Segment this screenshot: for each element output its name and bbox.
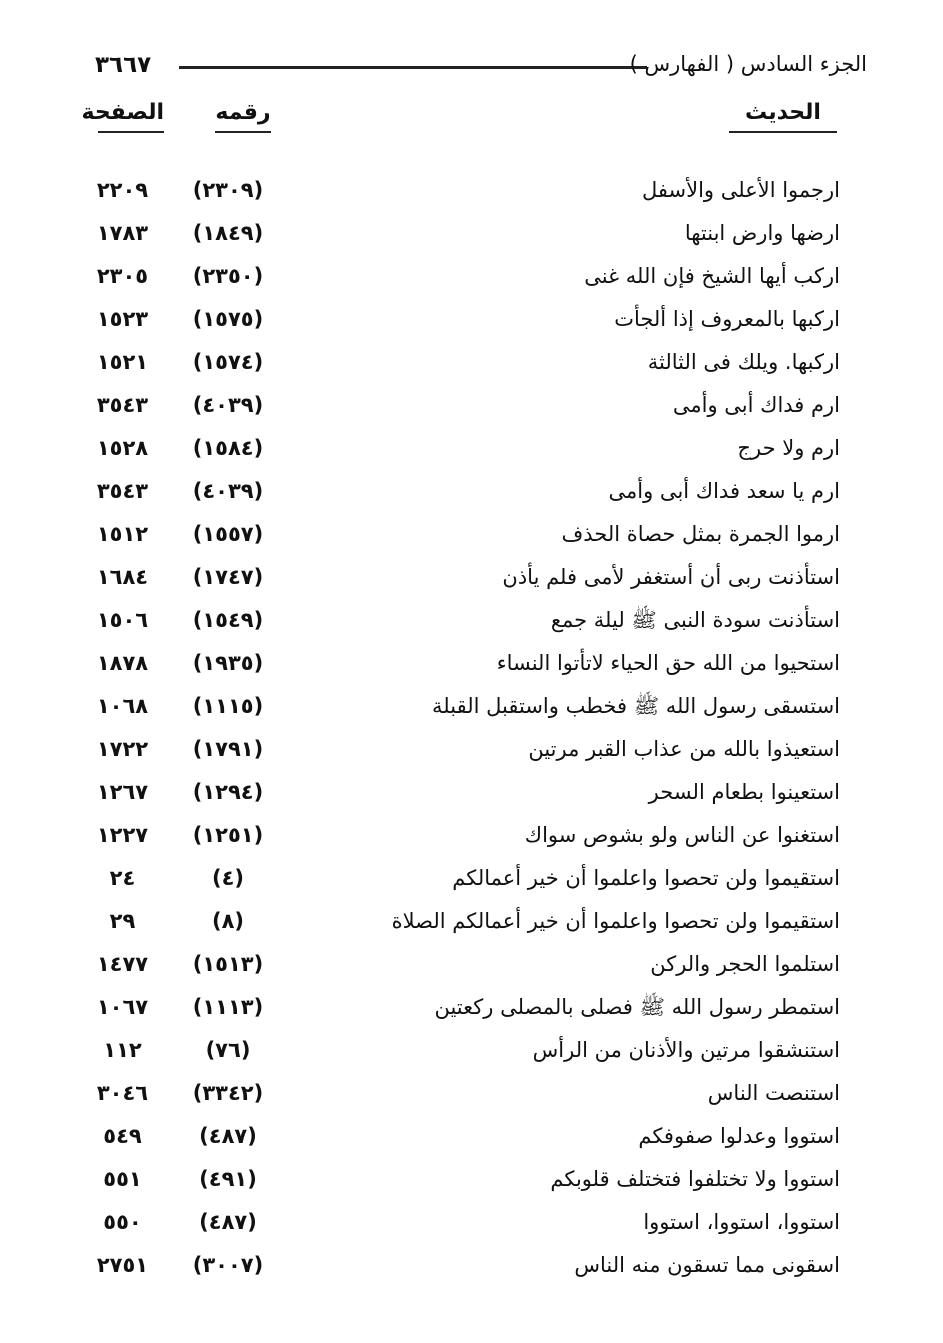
index-row	[80, 559, 860, 602]
index-row	[80, 387, 860, 430]
hadith-number: (٣٠٠٧)	[192, 1253, 264, 1277]
hadith-number: (٤٨٧)	[199, 1124, 257, 1148]
index-row	[80, 1032, 860, 1075]
page-reference: ١٤٧٧	[96, 952, 149, 976]
page-reference: ١٥٢٨	[96, 436, 149, 460]
hadith-text: استسقى رسول الله ﷺ فخطب واستقبل القبلة	[432, 694, 840, 718]
hadith-number: (١٧٩١)	[192, 737, 264, 761]
hadith-text: استعيذوا بالله من عذاب القبر مرتين	[528, 737, 840, 761]
page-reference: ٣٠٤٦	[96, 1081, 149, 1105]
page-reference: ٣٥٤٣	[96, 479, 149, 503]
index-row	[80, 1161, 860, 1204]
column-header-hadith: الحديث	[729, 100, 837, 133]
page-reference: ١٠٦٨	[96, 694, 149, 718]
index-row	[80, 946, 860, 989]
hadith-number: (١١١٣)	[192, 995, 264, 1019]
hadith-number: (٤٩١)	[199, 1167, 257, 1191]
hadith-text: اركب أيها الشيخ فإن الله غنى	[584, 264, 840, 288]
hadith-text: ارجموا الأعلى والأسفل	[641, 178, 840, 202]
hadith-number: (٣٣٤٢)	[192, 1081, 264, 1105]
column-headers	[81, 100, 837, 145]
index-row	[80, 688, 860, 731]
running-head	[95, 52, 867, 88]
page-reference: ١٠٦٧	[96, 995, 149, 1019]
hadith-number: (١٧٤٧)	[192, 565, 264, 589]
hadith-index-list	[80, 172, 860, 1290]
hadith-text: استغنوا عن الناس ولو بشوص سواك	[524, 823, 840, 847]
hadith-text: اركبها. ويلك فى الثالثة	[647, 350, 840, 374]
hadith-text: اركبها بالمعروف إذا ألجأت	[614, 307, 840, 331]
hadith-text: استقيموا ولن تحصوا واعلموا أن خير أعمالكم	[452, 866, 840, 890]
index-row	[80, 473, 860, 516]
index-row	[80, 258, 860, 301]
page-reference: ٢٩	[109, 909, 136, 933]
page-reference: ٥٤٩	[103, 1124, 142, 1148]
hadith-text: استووا، استووا، استووا	[643, 1210, 840, 1234]
hadith-number: (٤٠٣٩)	[192, 393, 264, 417]
hadith-number: (٧٦)	[205, 1038, 251, 1062]
page-reference: ١٥١٢	[96, 522, 149, 546]
hadith-text: استأذنت سودة النبى ﷺ ليلة جمع	[550, 608, 840, 632]
hadith-text: استنصت الناس	[707, 1081, 840, 1105]
hadith-number: (١٥١٣)	[192, 952, 264, 976]
hadith-number: (١٢٩٤)	[192, 780, 264, 804]
hadith-text: استعينوا بطعام السحر	[648, 780, 840, 804]
column-header-number: رقمه	[215, 100, 271, 133]
index-row	[80, 903, 860, 946]
index-row	[80, 430, 860, 473]
index-row	[80, 774, 860, 817]
hadith-text: استأذنت ربى أن أستغفر لأمى فلم يأذن	[502, 565, 840, 589]
page-reference: ١٦٨٤	[96, 565, 149, 589]
index-row	[80, 602, 860, 645]
hadith-text: ارم ولا حرج	[737, 436, 840, 460]
hadith-text: استلموا الحجر والركن	[650, 952, 840, 976]
section-title: الجزء السادس ( الفهارس )	[629, 52, 867, 76]
index-row	[80, 1118, 860, 1161]
hadith-number: (١٥٧٥)	[192, 307, 264, 331]
page-reference: ٥٥٠	[103, 1210, 142, 1234]
hadith-text: استقيموا ولن تحصوا واعلموا أن خير أعمالكم الصلاة	[391, 909, 840, 933]
hadith-text: استحيوا من الله حق الحياء لاتأتوا النساء	[496, 651, 840, 675]
index-row	[80, 1075, 860, 1118]
page-reference: ١٢٢٧	[96, 823, 149, 847]
column-header-page: الصفحة	[98, 100, 164, 133]
page-reference: ١١٢	[103, 1038, 142, 1062]
page-reference: ٥٥١	[103, 1167, 142, 1191]
index-row	[80, 989, 860, 1032]
hadith-number: (١٥٨٤)	[192, 436, 264, 460]
hadith-number: (١٥٤٩)	[192, 608, 264, 632]
index-row	[80, 172, 860, 215]
page-reference: ٢٢٠٩	[96, 178, 149, 202]
hadith-number: (١٢٥١)	[192, 823, 264, 847]
index-row	[80, 516, 860, 559]
page-reference: ١٢٦٧	[96, 780, 149, 804]
index-row	[80, 817, 860, 860]
hadith-number: (١٥٧٤)	[192, 350, 264, 374]
page-reference: ٢٧٥١	[96, 1253, 149, 1277]
page-reference: ١٥٢٣	[96, 307, 149, 331]
hadith-text: استنشقوا مرتين والأذنان من الرأس	[532, 1038, 840, 1062]
index-row	[80, 301, 860, 344]
page-reference: ١٨٧٨	[96, 651, 149, 675]
index-row	[80, 1204, 860, 1247]
page-reference: ١٥٢١	[96, 350, 149, 374]
hadith-text: ارم يا سعد فداك أبى وأمى	[608, 479, 840, 503]
hadith-number: (١٨٤٩)	[192, 221, 264, 245]
hadith-number: (١٩٣٥)	[192, 651, 264, 675]
index-row	[80, 860, 860, 903]
hadith-text: استووا وعدلوا صفوفكم	[638, 1124, 840, 1148]
page-reference: ١٧٨٣	[96, 221, 149, 245]
hadith-number: (٤٨٧)	[199, 1210, 257, 1234]
header-rule	[179, 66, 647, 69]
page-reference: ٣٥٤٣	[96, 393, 149, 417]
index-row	[80, 215, 860, 258]
page-reference: ٢٤	[109, 866, 136, 890]
hadith-text: ارموا الجمرة بمثل حصاة الحذف	[561, 522, 840, 546]
page-number: ٣٦٦٧	[95, 52, 152, 78]
index-row	[80, 731, 860, 774]
hadith-text: استمطر رسول الله ﷺ فصلى بالمصلى ركعتين	[434, 995, 840, 1019]
hadith-text: ارم فداك أبى وأمى	[672, 393, 840, 417]
hadith-number: (٢٣٠٩)	[192, 178, 264, 202]
hadith-text: ارضها وارض ابنتها	[684, 221, 840, 245]
index-row	[80, 344, 860, 387]
hadith-number: (١١١٥)	[192, 694, 264, 718]
hadith-number: (٤٠٣٩)	[192, 479, 264, 503]
page-reference: ١٥٠٦	[96, 608, 149, 632]
hadith-number: (١٥٥٧)	[192, 522, 264, 546]
page-reference: ٢٣٠٥	[96, 264, 149, 288]
hadith-text: استووا ولا تختلفوا فتختلف قلوبكم	[550, 1167, 840, 1191]
index-row	[80, 1247, 860, 1290]
hadith-number: (٢٣٥٠)	[192, 264, 264, 288]
hadith-number: (٨)	[211, 909, 245, 933]
index-row	[80, 645, 860, 688]
hadith-text: اسقونى مما تسقون منه الناس	[574, 1253, 840, 1277]
hadith-number: (٤)	[211, 866, 245, 890]
page-reference: ١٧٢٢	[96, 737, 149, 761]
